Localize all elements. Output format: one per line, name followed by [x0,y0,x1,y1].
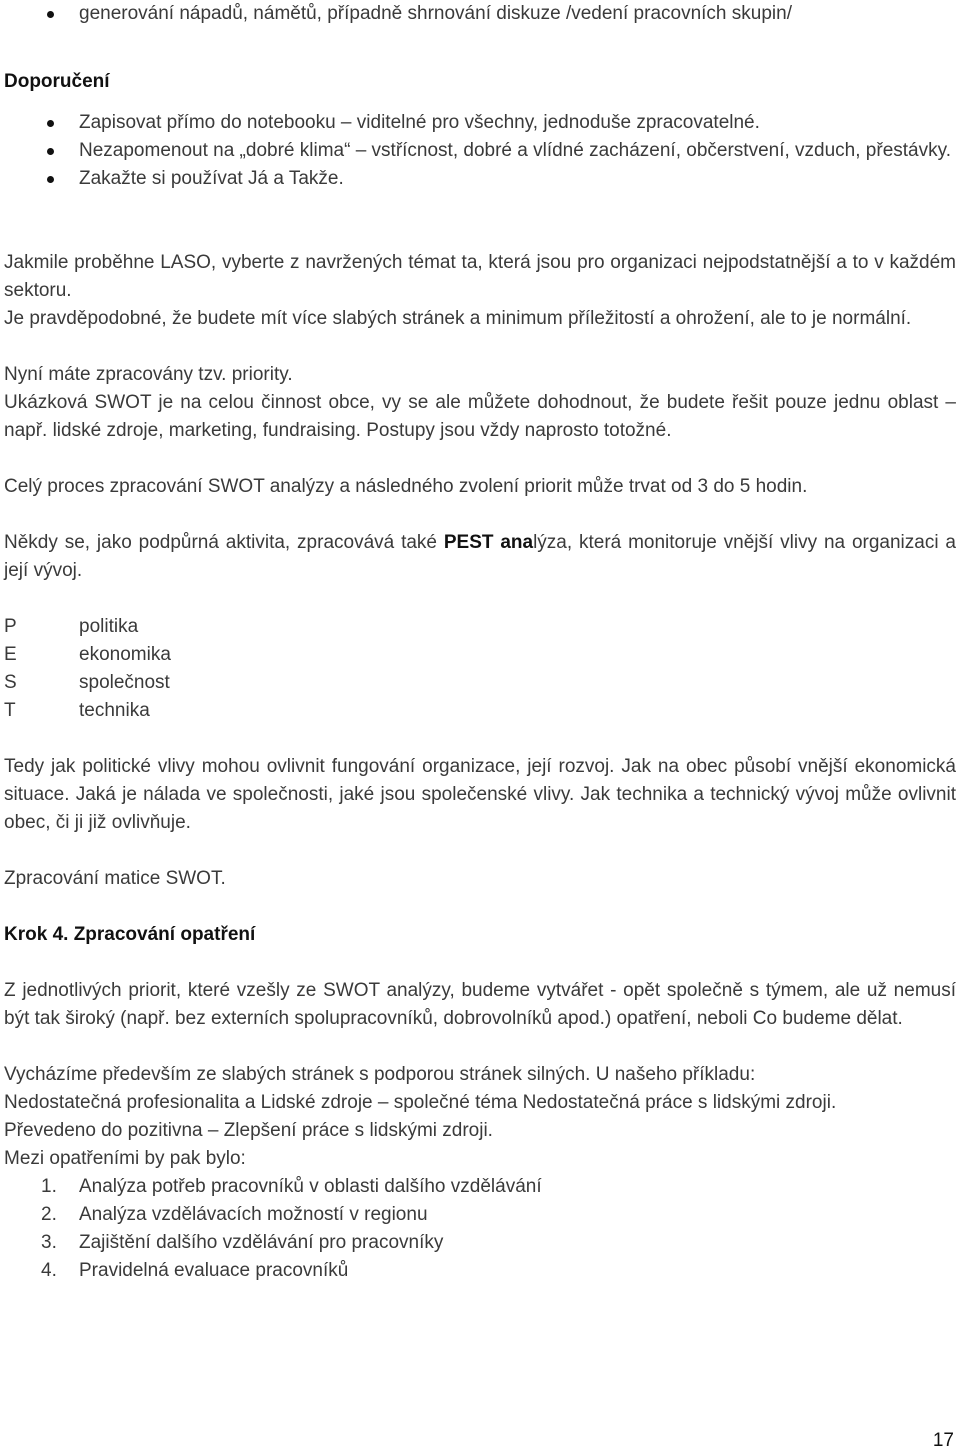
pest-text-before: Někdy se, jako podpůrná aktivita, zpracovává také [4,532,444,553]
bullet-item [4,0,956,28]
doporuceni-heading: Doporučení [4,71,110,92]
list-number: 4. [41,1260,57,1281]
paragraph-vychazime: Vycházíme především ze slabých stránek s podporou stránek silných. U našeho příkladu: [4,1064,756,1085]
bullet-list-top [4,0,956,28]
bullet-item [4,109,956,137]
pest-word: technika [79,700,150,721]
list-text: Pravidelná evaluace pracovníků [79,1260,349,1281]
page-number: 17 [932,1430,954,1451]
krok-heading: Krok 4. Zpracování opatření [4,924,256,945]
bullet-item [4,165,956,193]
pest-letter: S [4,672,17,693]
list-number: 2. [41,1204,57,1225]
bullet-text: Nezapomenout na „dobré klima“ – vstřícnost, dobré a vlídné zacházení, občerstvení, vzduch, přestávky. [79,140,951,161]
list-number: 1. [41,1176,57,1197]
paragraph-z-jednotlivych: Z jednotlivých priorit, které vzešly ze SWOT analýzy, budeme vytvářet - opět společně s týmem, ale už nemusí být tak široký (např. bez externích spolupracovníků, dobrovolníků apod.) opatření, neboli Co budeme dělat. [4,980,956,1029]
pest-word: politika [79,616,139,637]
bullet-item [4,137,956,165]
paragraph-prevedeno: Převedeno do pozitivna – Zlepšení práce s lidskými zdroji. [4,1120,493,1141]
pest-row [4,641,956,669]
list-text: Analýza vzdělávacích možností v regionu [79,1204,428,1225]
bullet-text: Zapisovat přímo do notebooku – viditelné pro všechny, jednoduše zpracovatelné. [79,112,760,133]
paragraph-pest [4,529,956,585]
pest-letter: E [4,644,17,665]
pest-letter: P [4,616,17,637]
paragraph-tedy: Tedy jak politické vlivy mohou ovlivnit fungování organizace, její rozvoj. Jak na obec působí vnější ekonomická situace. Jaká je nálada ve společnosti, jaké jsou společenské vlivy. Jak technika a technický vývoj může ovlivnit obec, či ji již ovlivňuje. [4,756,956,833]
paragraph-ukazkova: Ukázková SWOT je na celou činnost obce, vy se ale můžete dohodnout, že budete řešit pouze jednu oblast – např. lidské zdroje, marketing, fundraising. Postupy jsou vždy naprosto totožné. [4,392,956,441]
paragraph-pravdepodobne: Je pravděpodobné, že budete mít více slabých stránek a minimum příležitostí a ohrožení, ale to je normální. [4,308,912,329]
pest-row [4,613,956,641]
pest-word: společnost [79,672,170,693]
pest-letter: T [4,700,16,721]
list-text: Zajištění dalšího vzdělávání pro pracovníky [79,1232,444,1253]
doporuceni-list [4,109,956,193]
pest-word: ekonomika [79,644,171,665]
bullet-text: Zakažte si používat Já a Takže. [79,168,344,189]
list-item [4,1201,956,1229]
pest-row [4,669,956,697]
bullet-text: generování nápadů, námětů, případně shrnování diskuze /vedení pracovních skupin/ [79,3,792,24]
pest-bold: PEST [443,532,494,553]
paragraph-laso: Jakmile proběhne LASO, vyberte z navržených témat ta, která jsou pro organizaci nejpodstatnější a to v každém sektoru. [4,252,956,301]
pest-row [4,697,956,725]
paragraph-matice: Zpracování matice SWOT. [4,868,226,889]
pest-text-after: lýza, která monitoruje vnější vlivy na organizaci a její vývoj. [4,532,956,581]
paragraph-priority: Nyní máte zpracovány tzv. priority. [4,364,293,385]
opatreni-list [4,1173,956,1285]
pest-bold-ana: ana [500,532,534,553]
paragraph-nedostatecna: Nedostatečná profesionalita a Lidské zdroje – společné téma Nedostatečná práce s lidskými zdroji. [4,1092,837,1113]
list-item [4,1229,956,1257]
paragraph-proces: Celý proces zpracování SWOT analýzy a následného zvolení priorit může trvat od 3 do 5 hodin. [4,476,808,497]
list-text: Analýza potřeb pracovníků v oblasti dalšího vzdělávání [79,1176,542,1197]
pest-table [4,613,956,725]
document-page [4,0,956,1285]
paragraph-mezi: Mezi opatřeními by pak bylo: [4,1148,246,1169]
list-item [4,1257,956,1285]
list-number: 3. [41,1232,57,1253]
list-item [4,1173,956,1201]
